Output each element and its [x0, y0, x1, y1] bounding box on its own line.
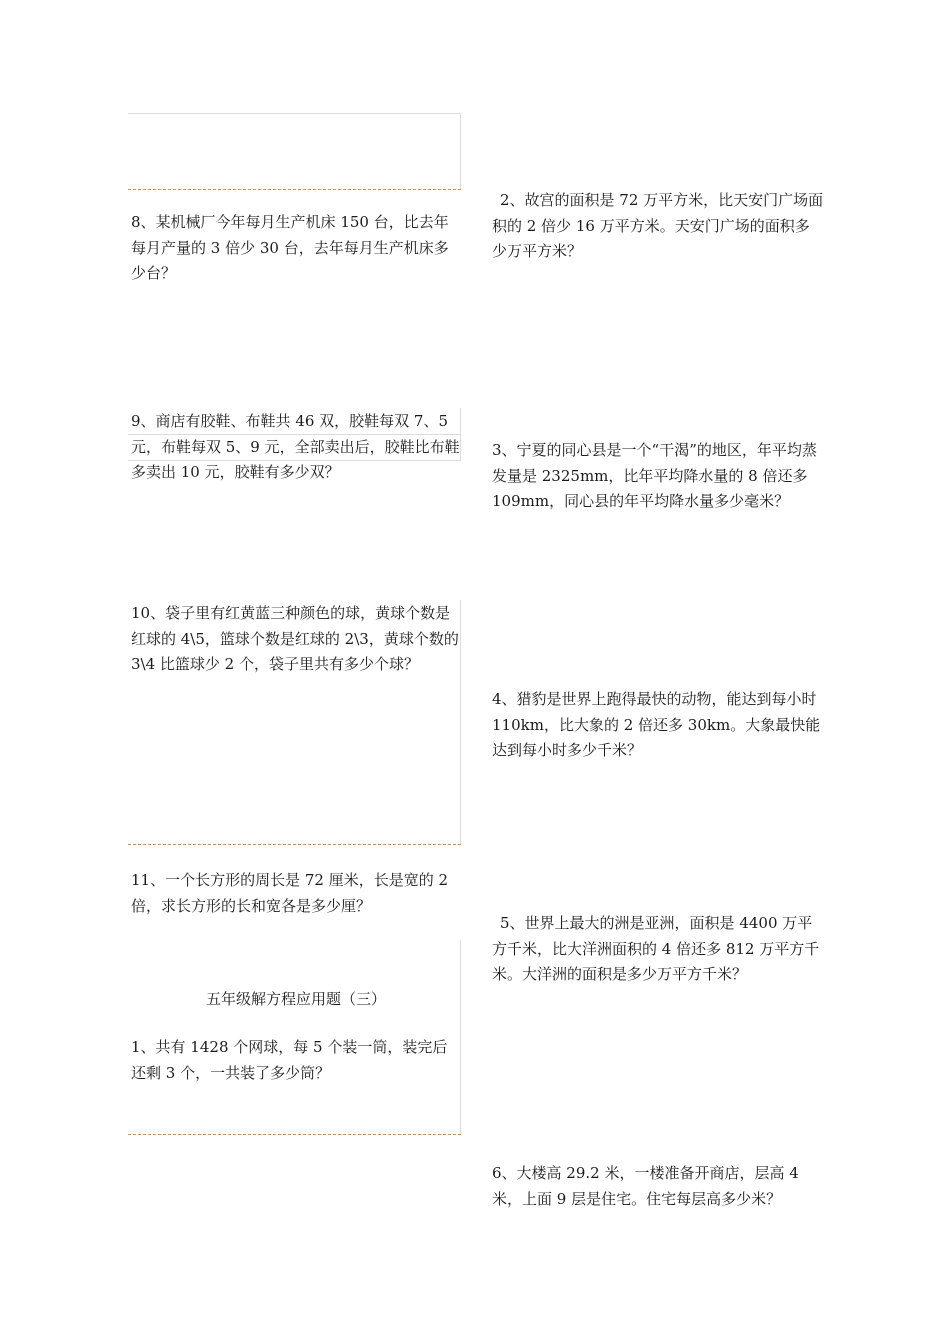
question-1: 1、共有 1428 个网球，每 5 个装一筒，装完后还剩 3 个，一共装了多少筒？ — [131, 1038, 448, 1082]
question-2: 2、故宫的面积是 72 万平方米，比天安门广场面积的 2 倍少 16 万平方米。天安门广场的面积多少万平方米？ — [492, 191, 824, 260]
question-10: 10、袋子里有红黄蓝三种颜色的球，黄球个数是红球的 4\5，篮球个数是红球的 2\3，黄球个数的 3\4 比篮球少 2 个，袋子里共有多少个球？ — [131, 604, 459, 673]
dashed-separator — [128, 844, 461, 845]
question-3: 3、宁夏的同心县是一个“干渴”的地区，年平均蒸发量是 2325mm，比年平均降水量的 8 倍还多 109mm，同心县的年平均降水量多少毫米？ — [492, 441, 817, 510]
question-9: 9、商店有胶鞋、布鞋共 46 双，胶鞋每双 7、5 元，布鞋每双 5、9 元，全部卖出后，胶鞋比布鞋多卖出 10 元，胶鞋有多少双？ — [131, 412, 460, 481]
question-5: 5、世界上最大的洲是亚洲，面积是 4400 万平方千米，比大洋洲面积的 4 倍还多 812 万平方千米。大洋洲的面积是多少万平方千米？ — [492, 914, 820, 983]
question-6: 6、大楼高 29.2 米，一楼准备开商店，层高 4 米，上面 9 层是住宅。住宅每层高多少米？ — [492, 1164, 799, 1208]
dashed-separator — [128, 1134, 461, 1135]
dashed-separator — [128, 189, 461, 190]
section-title: 五年级解方程应用题（三） — [205, 990, 386, 1008]
question-11: 11、一个长方形的周长是 72 厘米，长是宽的 2 倍，求长方形的长和宽各是多少厘？ — [131, 871, 449, 915]
question-8: 8、某机械厂今年每月生产机床 150 台，比去年每月产量的 3 倍少 30 台，去年每月生产机床多少台？ — [131, 213, 449, 282]
question-4: 4、猎豹是世界上跑得最快的动物，能达到每小时 110km，比大象的 2 倍还多 30km。大象最快能达到每小时多少千米？ — [492, 690, 821, 759]
top-box-line — [128, 113, 461, 114]
top-box-right-line — [460, 113, 461, 189]
